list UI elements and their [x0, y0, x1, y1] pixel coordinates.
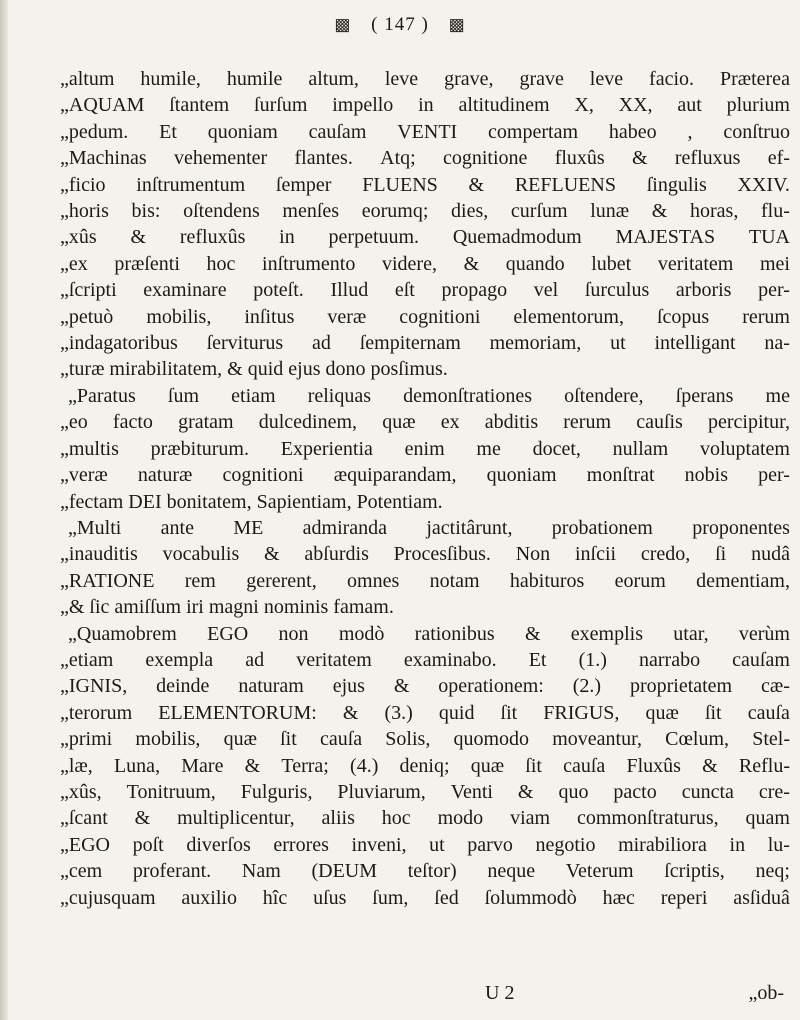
text-line: „& ſic amiſſum iri magni nominis famam.	[60, 596, 394, 619]
text-line: „primi mobilis, quæ ſit cauſa Solis, quomodo moveantur, Cœlum, Stel-	[60, 728, 790, 751]
text-line: „altum humile, humile altum, leve grave, grave leve facio. Præterea	[60, 68, 790, 90]
page-number: ( 147 )	[371, 14, 429, 35]
text-line: „eo facto gratam dulcedinem, quæ ex abditis rerum cauſis percipitur,	[60, 411, 790, 434]
text-line: „Paratus ſum etiam reliquas demonſtrationes oſtendere, ſperans me	[68, 384, 790, 407]
text-line: „EGO poſt diverſos errores inveni, ut parvo negotio mirabiliora in lu-	[60, 833, 790, 856]
text-line: „Quamobrem EGO non modò rationibus & exemplis utar, verùm	[68, 622, 790, 645]
left-ornament: ▩	[334, 15, 352, 34]
right-ornament: ▩	[448, 15, 466, 34]
text-line: „Multi ante ME admiranda jactitârunt, probationem proponentes	[68, 516, 790, 539]
text-line: „etiam exempla ad veritatem examinabo. Et (1.) narrabo cauſam	[60, 648, 790, 671]
text-line: „petuò mobilis, inſitus veræ cognitioni elementorum, ſcopus rerum	[60, 305, 790, 328]
text-line: „veræ naturæ cognitioni æquiparandam, quoniam monſtrat nobis per-	[60, 464, 790, 487]
text-line: „ex præſenti hoc inſtrumento videre, & quando lubet veritatem mei	[60, 252, 790, 275]
page-header	[0, 14, 800, 36]
catchword: „ob-	[748, 982, 784, 1004]
text-line: „ficio inſtrumentum ſemper FLUENS & REFLUENS ſingulis XXIV.	[60, 173, 790, 196]
text-line: „cujusquam auxilio hîc uſus ſum, ſed ſolummodò hæc reperi asſiduâ	[60, 886, 790, 909]
text-line: „xûs & refluxûs in perpetuum. Quemadmodum MAJESTAS TUA	[60, 226, 790, 249]
text-line: „multis præbiturum. Experientia enim me docet, nullam voluptatem	[60, 437, 790, 460]
text-line: „AQUAM ſtantem ſurſum impello in altitudinem X, XX, aut plurium	[60, 94, 790, 117]
text-line: „horis bis: oſtendens menſes eorumq; dies, curſum lunæ & horas, flu-	[60, 200, 790, 223]
signature-mark: U 2	[485, 982, 515, 1004]
text-line: „pedum. Et quoniam cauſam VENTI compertam habeo , conſtruo	[60, 120, 790, 143]
text-line: „inauditis vocabulis & abſurdis Procesſibus. Non inſcii credo, ſi nudâ	[60, 543, 790, 566]
text-line: „cem proferant. Nam (DEUM teſtor) neque Veterum ſcriptis, neq;	[60, 860, 790, 883]
text-line: „indagatoribus ſerviturus ad ſempiternam memoriam, ut intelligant na-	[60, 332, 790, 355]
text-line: „turæ mirabilitatem, & quid ejus dono posſimus.	[60, 358, 448, 381]
text-line: „ſcant & multiplicentur, aliis hoc modo viam commonſtraturus, quam	[60, 807, 790, 830]
text-line: „RATIONE rem gererent, omnes notam habituros eorum dementiam,	[60, 569, 790, 592]
text-line: „fectam DEI bonitatem, Sapientiam, Potentiam.	[60, 490, 443, 513]
page-edge	[0, 0, 8, 1020]
text-line: „læ, Luna, Mare & Terra; (4.) deniq; quæ ſit cauſa Fluxûs & Reflu-	[60, 754, 790, 777]
text-line: „ſcripti examinare poteſt. Illud eſt propago vel ſurculus arboris per-	[60, 279, 790, 302]
text-line: „IGNIS, deinde naturam ejus & operationem: (2.) proprietatem cæ-	[60, 675, 790, 698]
text-line: „terorum ELEMENTORUM: & (3.) quid ſit FRIGUS, quæ ſit cauſa	[60, 701, 790, 724]
body-text	[60, 66, 790, 911]
text-line: „Machinas vehementer flantes. Atq; cognitione fluxûs & refluxus ef-	[60, 147, 790, 170]
text-line: „xûs, Tonitruum, Fulguris, Pluviarum, Venti & quo pacto cuncta cre-	[60, 780, 790, 803]
